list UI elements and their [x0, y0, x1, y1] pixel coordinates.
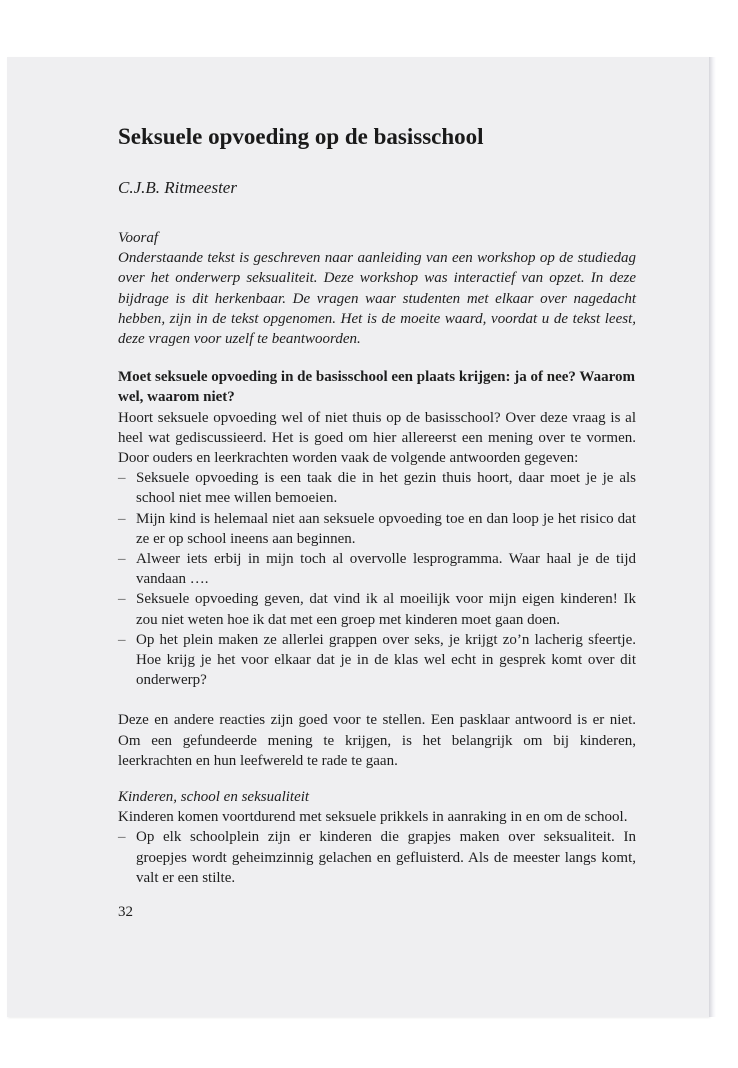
section1-heading: Moet seksuele opvoeding in de basisschool een plaats krijgen: ja of nee? Waarom wel, waarom niet? — [118, 369, 635, 406]
section1-closing: Deze en andere reacties zijn goed voor te stellen. Een pasklaar antwoord is er niet. Om een gefundeerde mening te krijgen, is het belangrijk om bij kinderen, leerkrachten en hun leefwereld te rade te gaan. — [118, 712, 636, 769]
section2-list — [118, 827, 636, 888]
article-author: C.J.B. Ritmeester — [118, 178, 237, 197]
dash-marker: – — [118, 551, 126, 568]
page-edge — [709, 57, 716, 1017]
list-item: – Op elk schoolplein zijn er kinderen die grapjes maken over seksualiteit. In groepjes wordt geheimzinnig gelachen en gefluisterd. Als de meester langs komt, valt er een stilte. — [118, 829, 636, 886]
list-item: – Seksuele opvoeding is een taak die in het gezin thuis hoort, daar moet je je als school niet mee willen bemoeien. — [118, 470, 636, 507]
list-item: – Op het plein maken ze allerlei grappen over seks, je krijgt zo’n lacherig sfeertje. Hoe krijg je het voor elkaar dat je in de klas wel echt in gesprek komt over dit onderwerp? — [118, 631, 636, 689]
dash-marker: – — [118, 510, 126, 527]
dash-marker: – — [118, 829, 126, 846]
list-item: – Seksuele opvoeding geven, dat vind ik al moeilijk voor mijn eigen kinderen! Ik zou niet weten hoe ik dat met een groep met kinderen moet gaan doen. — [118, 591, 636, 628]
article-title: Seksuele opvoeding op de basisschool — [118, 124, 484, 149]
list-item: – Alweer iets erbij in mijn toch al overvolle lesprogramma. Waar haal je de tijd vandaan …. — [118, 551, 636, 588]
section2-heading: Kinderen, school en seksualiteit — [118, 789, 310, 806]
list-item: – Mijn kind is helemaal niet aan seksuele opvoeding toe en dan loop je het risico dat ze er op school ineens aan beginnen. — [118, 510, 636, 547]
dash-marker: – — [118, 470, 126, 487]
page-number: 32 — [118, 904, 133, 920]
vooraf-heading: Vooraf — [118, 230, 159, 246]
section2-intro: Kinderen komen voortdurend met seksuele prikkels in aanraking in en om de school. — [118, 809, 628, 826]
spacer — [118, 690, 636, 710]
section1-list — [118, 468, 636, 690]
dash-marker: – — [118, 591, 126, 608]
article — [118, 123, 636, 888]
dash-marker: – — [118, 631, 126, 648]
vooraf-text: Onderstaande tekst is geschreven naar aanleiding van een workshop op de studiedag over het onderwerp seksualiteit. Deze workshop was interactief van opzet. In deze bijdrage is dit herkenbaar. De vragen waar studenten met elkaar over nagedacht hebben, zijn in de tekst opgenomen. Het is de moeite waard, voordat u de tekst leest, deze vragen voor uzelf te beantwoorden. — [118, 250, 636, 348]
section1-intro: Hoort seksuele opvoeding wel of niet thuis op de basisschool? Over deze vraag is al heel wat gediscussieerd. Het is goed om hier allereerst een mening over te vormen. Door ouders en leerkrachten worden vaak de volgende antwoorden gegeven: — [118, 409, 636, 467]
